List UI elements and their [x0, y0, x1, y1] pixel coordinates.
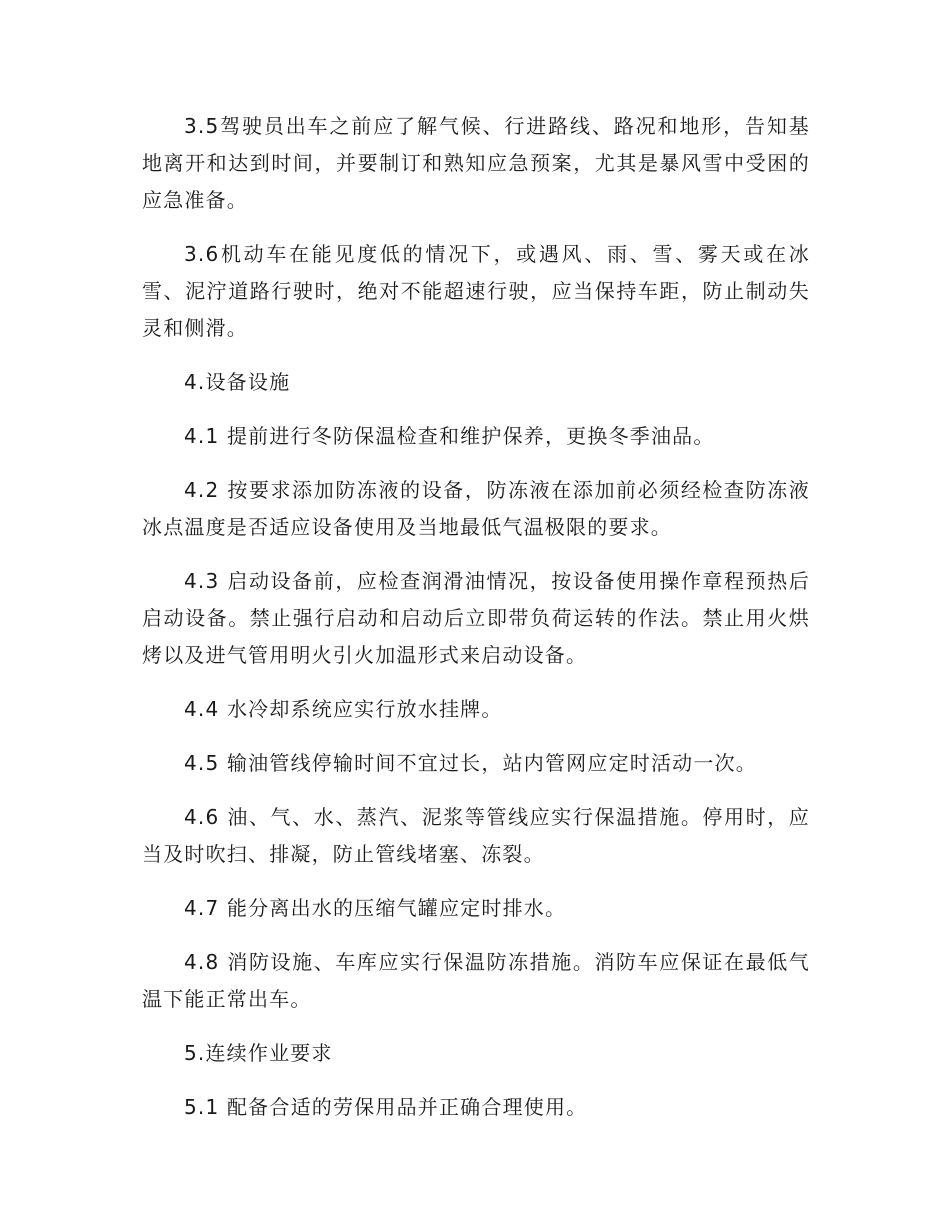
paragraph-4-8: 4.8 消防设施、车库应实行保温防冻措施。消防车应保证在最低气温下能正常出车。 [142, 950, 810, 1011]
paragraph-4-5: 4.5 输油管线停输时间不宜过长，站内管网应定时活动一次。 [184, 751, 757, 775]
paragraph-5-1: 5.1 配备合适的劳保用品并正确合理使用。 [184, 1095, 588, 1119]
paragraph-4-3: 4.3 启动设备前，应检查润滑油情况，按设备使用操作章程预热后启动设备。禁止强行启动和启动后立即带负荷运转的作法。禁止用火烘烤以及进气管用明火引火加温形式来启动设备。 [142, 569, 810, 667]
paragraph-3-6: 3.6机动车在能见度低的情况下，或遇风、雨、雪、雾天或在冰雪、泥泞道路行驶时，绝对不能超速行驶，应当保持车距，防止制动失灵和侧滑。 [142, 242, 810, 340]
section-heading-5: 5.连续作业要求 [184, 1041, 333, 1065]
section-heading-4: 4.设备设施 [184, 370, 291, 394]
paragraph-4-1: 4.1 提前进行冬防保温检查和维护保养，更换冬季油品。 [184, 424, 715, 448]
paragraph-4-6: 4.6 油、气、水、蒸汽、泥浆等管线应实行保温措施。停用时，应当及时吹扫、排凝，防止管线堵塞、冻裂。 [142, 805, 810, 866]
paragraph-3-5: 3.5驾驶员出车之前应了解气候、行进路线、路况和地形，告知基地离开和达到时间，并要制订和熟知应急预案，尤其是暴风雪中受困的应急准备。 [142, 114, 810, 212]
paragraph-4-7: 4.7 能分离出水的压缩气罐应定时排水。 [184, 896, 567, 920]
paragraph-4-4: 4.4 水冷却系统应实行放水挂牌。 [184, 697, 503, 721]
paragraph-4-2: 4.2 按要求添加防冻液的设备，防冻液在添加前必须经检查防冻液冰点温度是否适应设备使用及当地最低气温极限的要求。 [142, 478, 810, 539]
